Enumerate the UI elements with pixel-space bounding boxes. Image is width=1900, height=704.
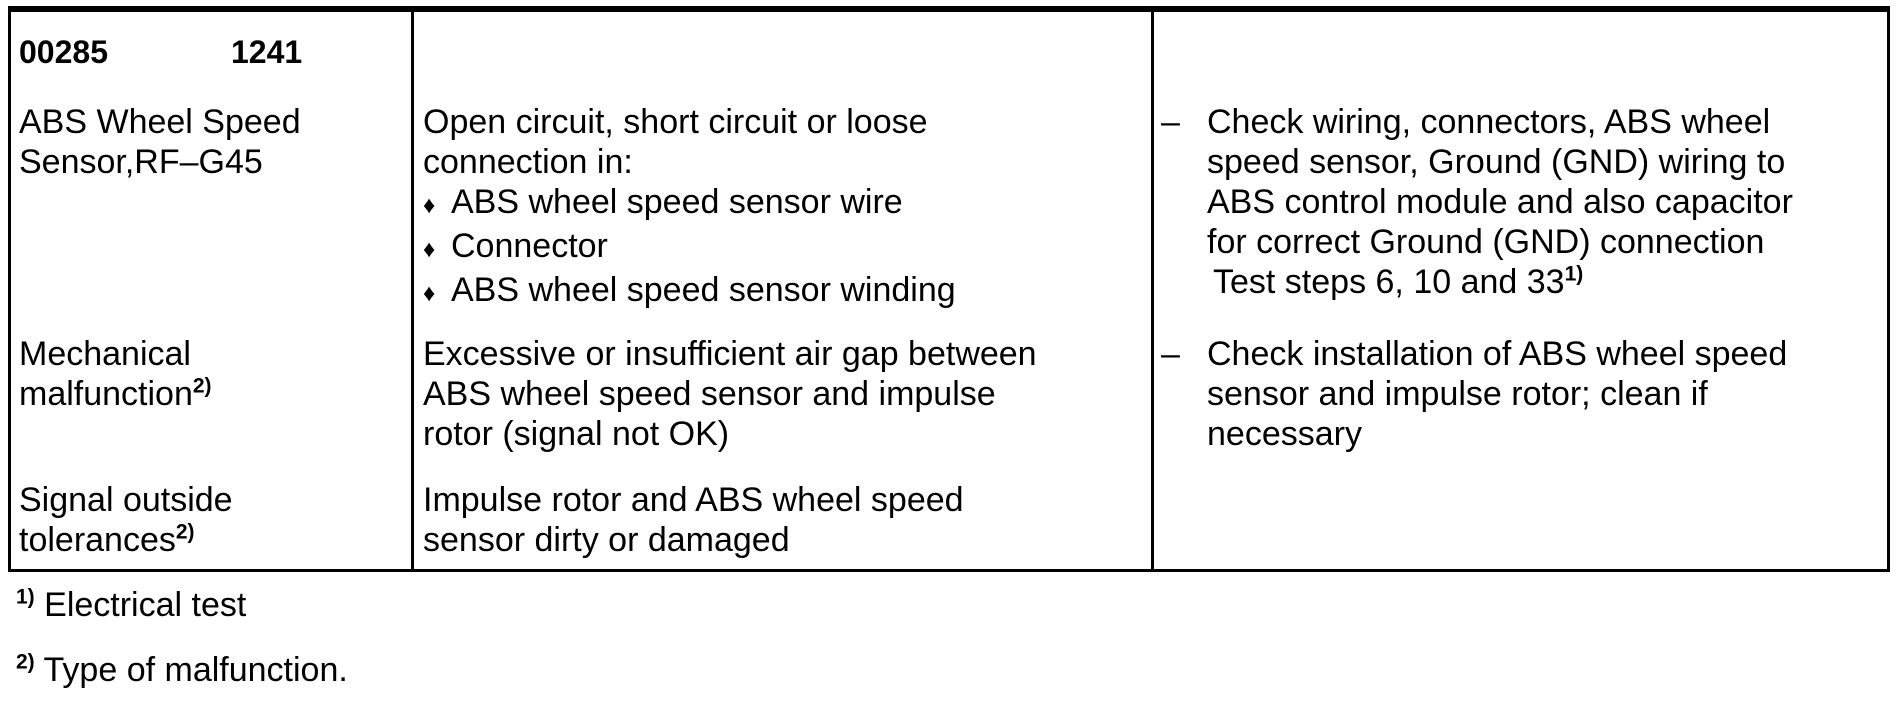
component-line: Sensor,RF–G45 <box>19 143 263 181</box>
bullet-icon: ♦ <box>423 236 436 263</box>
fault-code-secondary: 1241 <box>231 34 303 70</box>
remedy-line: – Check installation of ABS wheel speed <box>1161 335 1788 373</box>
component-line: Signal outside <box>19 481 233 519</box>
remedy-line: sensor and impulse rotor; clean if <box>1207 375 1708 413</box>
footnote-mark: 2) <box>16 650 35 674</box>
footnote-ref: 2) <box>192 374 212 398</box>
remedy-line: speed sensor, Ground (GND) wiring to <box>1207 143 1786 181</box>
fault-cause <box>423 102 956 314</box>
fault-cause <box>423 334 1037 454</box>
cause-line: rotor (signal not OK) <box>423 415 730 453</box>
fault-table <box>8 6 1890 572</box>
remedy <box>1161 102 1793 302</box>
dash-icon: – <box>1161 103 1180 141</box>
component-line: malfunction$^{2)}$ <box>19 374 212 413</box>
cause-line: Open circuit, short circuit or loose <box>423 103 928 141</box>
footnote-ref: 2) <box>175 520 195 544</box>
footnote-mark: 1) <box>16 585 35 609</box>
dash-icon: – <box>1161 335 1180 373</box>
cause-line: Impulse rotor and ABS wheel speed <box>423 481 964 519</box>
component-name <box>19 480 233 560</box>
bullet-icon: ♦ <box>423 280 436 307</box>
component-name <box>19 334 212 414</box>
footnote <box>16 650 348 690</box>
cause-bullet-item: ♦ ABS wheel speed sensor wire <box>423 182 956 226</box>
bullet-icon: ♦ <box>423 192 436 219</box>
component-line: ABS Wheel Speed <box>19 103 301 141</box>
cause-line: ABS wheel speed sensor and impulse <box>423 375 996 413</box>
footnote-text: Electrical test <box>44 586 247 624</box>
cause-line: sensor dirty or damaged <box>423 521 790 559</box>
remedy-line: necessary <box>1207 415 1362 453</box>
fault-cause <box>423 480 964 560</box>
cause-bullet-item: ♦ Connector <box>423 226 956 270</box>
footnote-ref: 1) <box>1564 262 1584 286</box>
fault-code: 00285 <box>19 34 108 70</box>
column-divider <box>411 12 414 569</box>
column-divider <box>1151 12 1154 569</box>
remedy-line: for correct Ground (GND) connection <box>1207 223 1765 261</box>
cause-line: connection in: <box>423 143 633 181</box>
remedy <box>1161 334 1787 454</box>
component-line: Mechanical <box>19 335 191 373</box>
cause-bullet-item: ♦ ABS wheel speed sensor winding <box>423 270 956 314</box>
component-name <box>19 102 301 182</box>
component-line: tolerances$^{2)}$ <box>19 520 195 559</box>
footnote <box>16 585 246 625</box>
remedy-line: – Check wiring, connectors, ABS wheel <box>1161 103 1771 141</box>
remedy-line: ABS control module and also capacitor <box>1207 183 1793 221</box>
cause-line: Excessive or insufficient air gap between <box>423 335 1037 373</box>
footnote-text: Type of malfunction. <box>43 651 348 689</box>
remedy-line: Test steps 6, 10 and 33$^{1)}$ <box>1213 262 1584 301</box>
